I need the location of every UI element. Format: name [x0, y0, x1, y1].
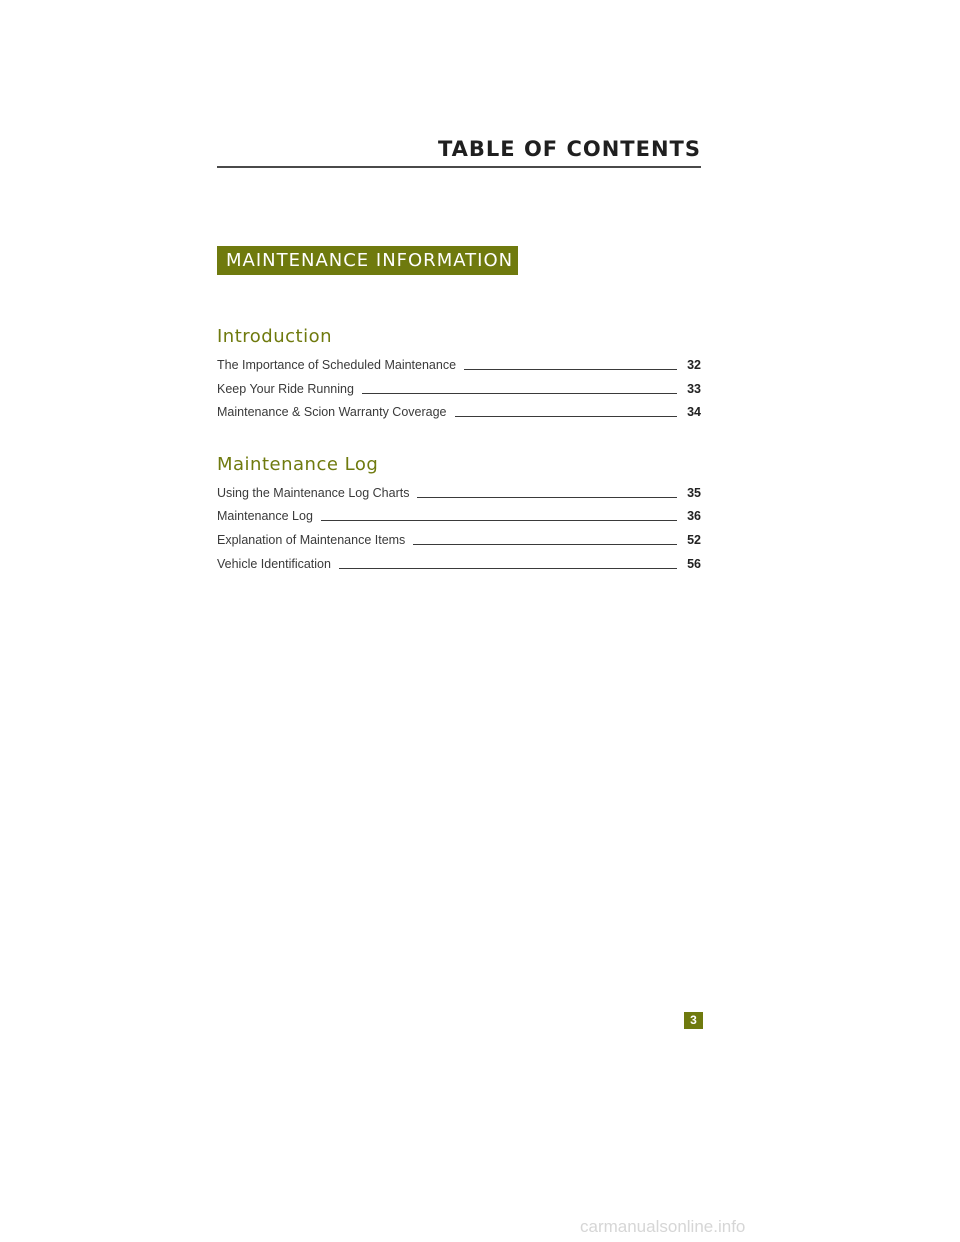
toc-entry-label: Maintenance & Scion Warranty Coverage — [217, 405, 447, 419]
toc-entry[interactable] — [217, 555, 701, 571]
toc-entry[interactable] — [217, 403, 701, 419]
toc-entry-label: Maintenance Log — [217, 509, 313, 523]
toc-entry[interactable] — [217, 507, 701, 523]
toc-entry-label: Vehicle Identification — [217, 557, 331, 571]
toc-entry-page: 36 — [687, 509, 701, 523]
toc-leader-line — [417, 497, 677, 498]
toc-entry-page: 33 — [687, 382, 701, 396]
toc-leader-line — [455, 416, 678, 417]
toc-entry[interactable] — [217, 531, 701, 547]
toc-entry-page: 32 — [687, 358, 701, 372]
toc-leader-line — [464, 369, 677, 370]
toc-leader-line — [339, 568, 677, 569]
header-rule — [217, 166, 701, 168]
toc-leader-line — [362, 393, 677, 394]
toc-entry-label: Using the Maintenance Log Charts — [217, 486, 410, 500]
group-heading-maintenance-log: Maintenance Log — [217, 454, 379, 475]
page-number-badge: 3 — [684, 1012, 703, 1029]
toc-entry-label: The Importance of Scheduled Maintenance — [217, 358, 457, 372]
watermark-text: carmanualsonline.info — [580, 1217, 746, 1236]
toc-leader-line — [321, 520, 677, 521]
toc-entry-page: 35 — [687, 486, 701, 500]
toc-entry-label: Keep Your Ride Running — [217, 382, 354, 396]
toc-leader-line — [413, 544, 677, 545]
toc-entry-page: 56 — [687, 557, 701, 571]
section-banner: MAINTENANCE INFORMATION — [217, 246, 518, 275]
group-heading-introduction: Introduction — [217, 326, 333, 347]
toc-entry-label: Explanation of Maintenance Items — [217, 533, 406, 547]
toc-entry[interactable] — [217, 484, 701, 500]
page-header-title: TABLE OF CONTENTS — [437, 137, 701, 161]
toc-entry[interactable] — [217, 380, 701, 396]
toc-entry[interactable] — [217, 356, 701, 372]
toc-entry-page: 34 — [687, 405, 701, 419]
toc-entry-page: 52 — [687, 533, 701, 547]
